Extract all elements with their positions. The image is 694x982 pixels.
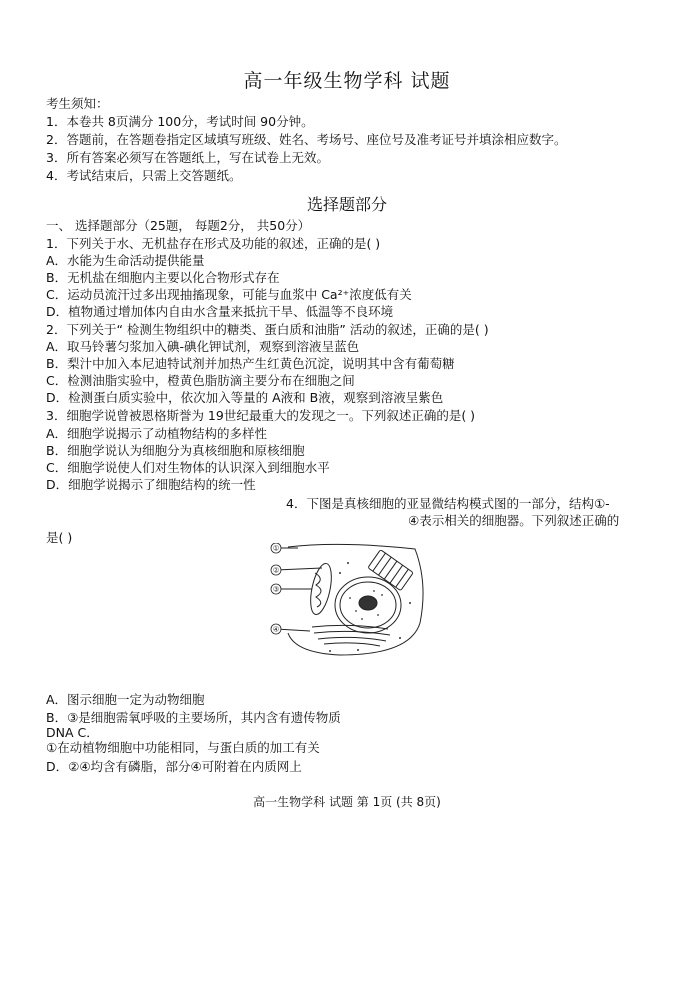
section-title: 选择题部分 [306,195,387,214]
cell-diagram [270,543,428,658]
question-stem: 4．下图是真核细胞的亚显微结构模式图的一部分，结构①- [286,496,610,511]
page-title: 高一年级生物学科 试题 [243,70,451,92]
notice-heading: 考生须知： [46,96,109,111]
notice-item: 3．所有答案必须写在答题纸上，写在试卷上无效。 [46,150,329,165]
figure-label: ② [272,566,280,575]
question-option: C．运动员流汗过多出现抽搐现象，可能与血浆中 Ca²⁺浓度低有关 [46,287,412,302]
question-stem: 是( ) [46,530,73,545]
question-option: D．植物通过增加体内自由水含量来抵抗干旱、低温等不良环境 [46,304,394,319]
question-option: A．图示细胞一定为动物细胞 [46,692,205,707]
question-option: D．细胞学说揭示了细胞结构的统一性 [46,477,256,492]
question-option: A．水能为生命活动提供能量 [46,253,205,268]
question-option: A．取马铃薯匀浆加入碘-碘化钾试剂，观察到溶液呈蓝色 [46,339,360,354]
notice-item: 1．本卷共 8页满分 100分，考试时间 90分钟。 [46,114,314,129]
part-heading: 一、 选择题部分（25题， 每题2分， 共50分） [46,218,311,233]
notice-item: 4．考试结束后，只需上交答题纸。 [46,168,242,183]
question-option: B．③是细胞需氧呼吸的主要场所，其内含有遗传物质 [46,710,341,725]
figure-label: ① [272,544,280,553]
question-option: C．细胞学说使人们对生物体的认识深入到细胞水平 [46,460,330,475]
question-option: ①在动植物细胞中功能相同，与蛋白质的加工有关 [46,740,320,755]
question-stem: 3．细胞学说曾被恩格斯誉为 19世纪最重大的发现之一。下列叙述正确的是( ) [46,408,476,423]
question-option: C．检测油脂实验中，橙黄色脂肪滴主要分布在细胞之间 [46,373,355,388]
question-option: D．检测蛋白质实验中，依次加入等量的 A液和 B液，观察到溶液呈紫色 [46,390,444,405]
notice-item: 2．答题前，在答题卷指定区域填写班级、姓名、考场号、座位号及准考证号并填涂相应数字。 [46,132,567,147]
question-option: B．细胞学说认为细胞分为真核细胞和原核细胞 [46,443,305,458]
question-option: A．细胞学说揭示了动植物结构的多样性 [46,426,268,441]
question-option: B．无机盐在细胞内主要以化合物形式存在 [46,270,280,285]
figure-label: ③ [272,585,280,594]
question-option: B．梨汁中加入本尼迪特试剂并加热产生红黄色沉淀，说明其中含有葡萄糖 [46,356,455,371]
page-footer: 高一生物学科 试题 第 1页 (共 8页) [253,795,441,809]
question-stem: 2．下列关于“ 检测生物组织中的糖类、蛋白质和油脂” 活动的叙述，正确的是( ) [46,322,489,337]
question-stem: 1．下列关于水、无机盐存在形式及功能的叙述，正确的是( ) [46,236,381,251]
question-option: DNA C． [46,725,99,740]
figure-label: ④ [272,625,280,634]
question-stem: ④表示相关的细胞器。下列叙述正确的 [408,513,620,528]
question-option: D．②④均含有磷脂，部分④可附着在内质网上 [46,759,302,774]
